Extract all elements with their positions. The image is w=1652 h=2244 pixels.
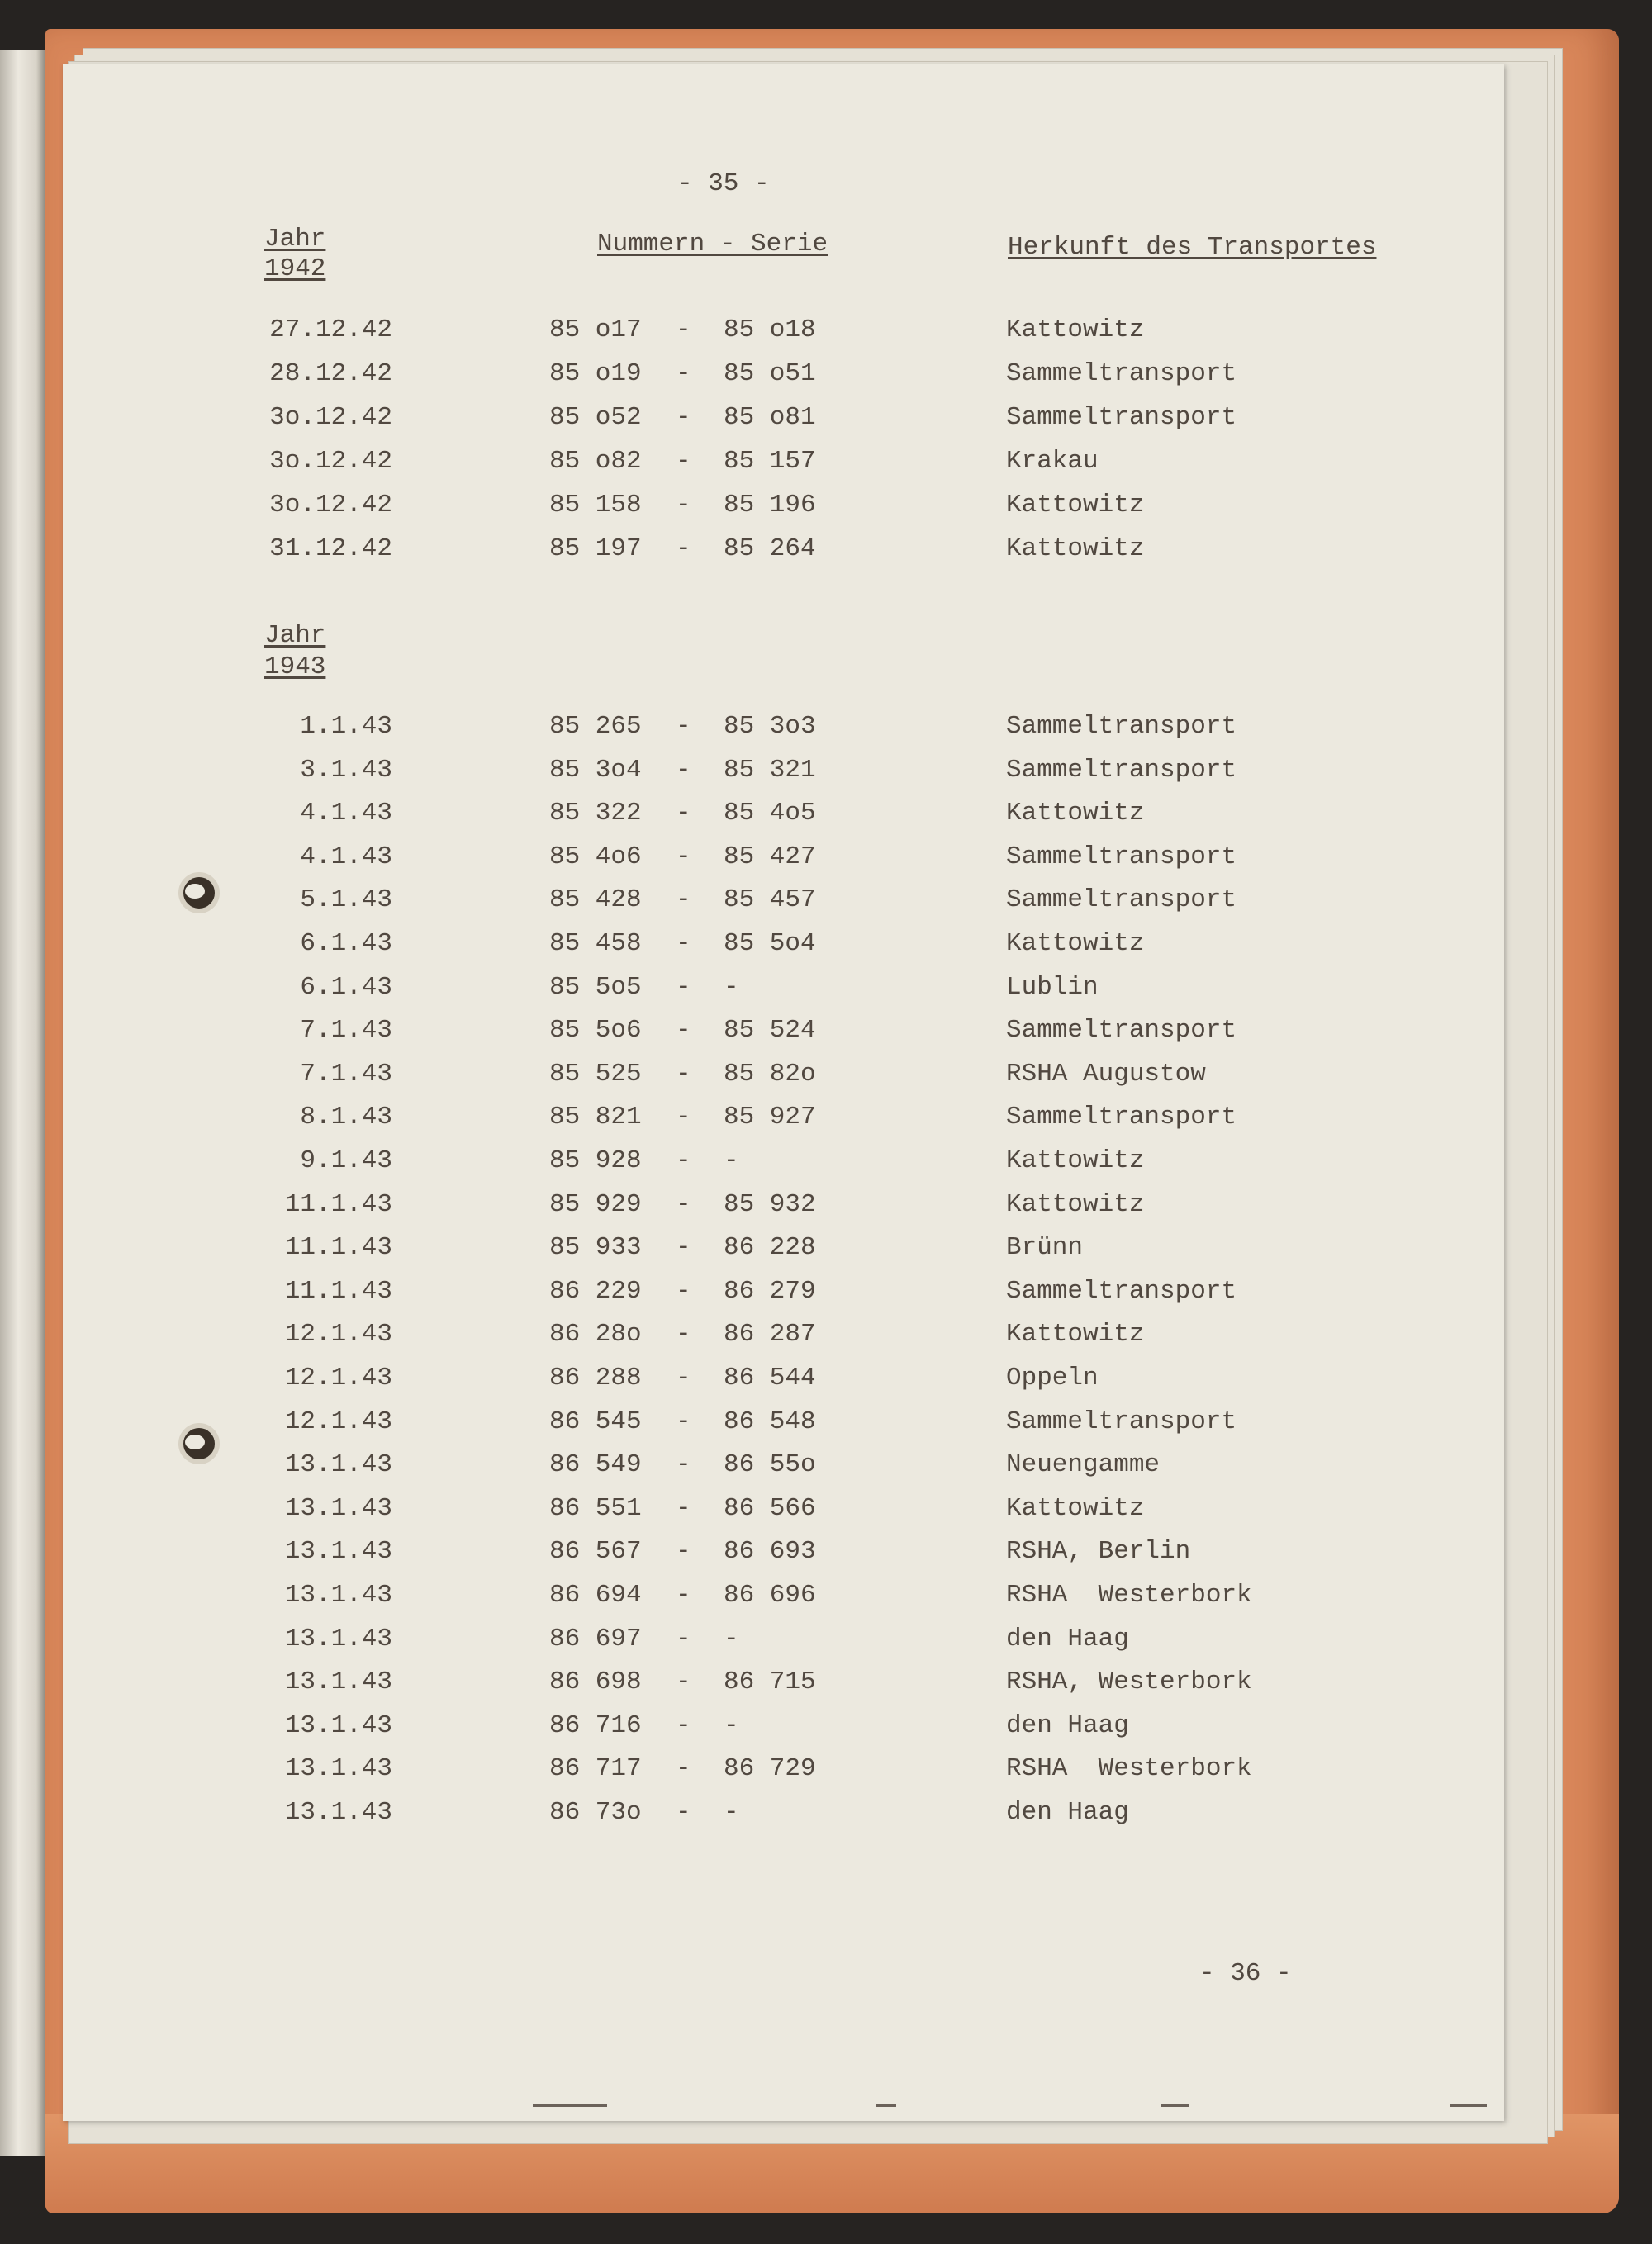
date-cell: 13.1.43 <box>284 1798 392 1827</box>
range-dash: - <box>676 1233 691 1263</box>
number-from-cell: 86 229 <box>549 1276 642 1306</box>
number-from-cell: 85 928 <box>549 1146 642 1175</box>
number-to-cell: 86 566 <box>724 1493 816 1523</box>
number-to-cell: 86 279 <box>724 1276 816 1306</box>
origin-cell: Kattowitz <box>1006 929 1145 958</box>
table-row <box>0 712 1652 745</box>
number-to-cell: 86 715 <box>724 1668 816 1697</box>
origin-cell: RSHA, Berlin <box>1006 1537 1191 1567</box>
range-dash: - <box>676 972 691 1002</box>
number-to-cell: - <box>724 1624 739 1653</box>
origin-cell: Sammeltransport <box>1006 842 1237 871</box>
date-cell: 6.1.43 <box>300 972 392 1002</box>
origin-cell: RSHA, Westerbork <box>1006 1668 1252 1697</box>
date-cell: 27.12.42 <box>269 315 392 344</box>
table-row <box>0 403 1652 436</box>
number-from-cell: 85 525 <box>549 1059 642 1089</box>
number-to-cell: 85 o81 <box>724 403 816 432</box>
range-dash: - <box>676 1320 691 1350</box>
number-to-cell: 85 927 <box>724 1103 816 1132</box>
date-cell: 9.1.43 <box>300 1146 392 1175</box>
date-cell: 13.1.43 <box>284 1754 392 1784</box>
range-dash: - <box>676 1710 691 1740</box>
number-to-cell: 85 82o <box>724 1059 816 1089</box>
number-to-cell: - <box>724 1710 739 1740</box>
number-to-cell: 85 264 <box>724 534 816 563</box>
date-cell: 12.1.43 <box>284 1407 392 1436</box>
origin-cell: Sammeltransport <box>1006 755 1237 785</box>
number-to-cell: 86 693 <box>724 1537 816 1567</box>
header-nummern-serie: Nummern - Serie <box>597 230 828 259</box>
date-cell: 3o.12.42 <box>269 403 392 432</box>
range-dash: - <box>676 1668 691 1697</box>
table-row <box>0 756 1652 789</box>
header-jahr-1943: Jahr <box>264 621 326 650</box>
number-to-cell: 85 457 <box>724 885 816 915</box>
origin-cell: Sammeltransport <box>1006 712 1237 741</box>
number-to-cell: - <box>724 972 739 1002</box>
table-row <box>0 447 1652 480</box>
number-from-cell: 85 458 <box>549 929 642 958</box>
range-dash: - <box>676 1103 691 1132</box>
number-from-cell: 86 551 <box>549 1493 642 1523</box>
number-from-cell: 85 821 <box>549 1103 642 1132</box>
date-cell: 13.1.43 <box>284 1624 392 1653</box>
page-edge-mark <box>533 2104 607 2107</box>
header-year-1942: 1942 <box>264 254 326 283</box>
number-from-cell: 85 4o6 <box>549 842 642 871</box>
date-cell: 6.1.43 <box>300 929 392 958</box>
table-row <box>0 1581 1652 1614</box>
date-cell: 13.1.43 <box>284 1710 392 1740</box>
number-from-cell: 85 933 <box>549 1233 642 1263</box>
number-from-cell: 86 717 <box>549 1754 642 1784</box>
date-cell: 5.1.43 <box>300 885 392 915</box>
number-from-cell: 86 716 <box>549 1710 642 1740</box>
date-cell: 7.1.43 <box>300 1016 392 1046</box>
number-from-cell: 85 929 <box>549 1189 642 1219</box>
range-dash: - <box>676 315 691 344</box>
date-cell: 3o.12.42 <box>269 491 392 519</box>
number-to-cell: 86 544 <box>724 1364 816 1392</box>
table-row <box>0 842 1652 875</box>
number-to-cell: 85 524 <box>724 1016 816 1046</box>
number-from-cell: 85 o52 <box>549 403 642 432</box>
number-from-cell: 86 73o <box>549 1798 642 1827</box>
origin-cell: Sammeltransport <box>1006 1016 1237 1046</box>
number-to-cell: 86 228 <box>724 1233 816 1263</box>
number-from-cell: 85 197 <box>549 534 642 563</box>
date-cell: 12.1.43 <box>284 1364 392 1392</box>
origin-cell: Sammeltransport <box>1006 359 1237 388</box>
number-from-cell: 86 549 <box>549 1450 642 1480</box>
date-cell: 4.1.43 <box>300 799 392 828</box>
table-row <box>0 1407 1652 1440</box>
range-dash: - <box>676 1059 691 1089</box>
date-cell: 8.1.43 <box>300 1103 392 1132</box>
number-to-cell: 85 o51 <box>724 359 816 388</box>
number-from-cell: 86 694 <box>549 1581 642 1610</box>
number-from-cell: 85 428 <box>549 885 642 915</box>
origin-cell: RSHA Westerbork <box>1006 1754 1252 1784</box>
date-cell: 12.1.43 <box>284 1320 392 1350</box>
page-edge-mark <box>1161 2104 1189 2107</box>
range-dash: - <box>676 491 691 519</box>
origin-cell: RSHA Westerbork <box>1006 1581 1252 1610</box>
origin-cell: Sammeltransport <box>1006 1276 1237 1306</box>
page-edge-mark <box>1450 2104 1487 2107</box>
range-dash: - <box>676 1493 691 1523</box>
range-dash: - <box>676 1624 691 1653</box>
date-cell: 13.1.43 <box>284 1581 392 1610</box>
number-from-cell: 85 265 <box>549 712 642 741</box>
table-row <box>0 1060 1652 1093</box>
range-dash: - <box>676 1016 691 1046</box>
number-to-cell: 85 321 <box>724 755 816 785</box>
date-cell: 11.1.43 <box>284 1276 392 1306</box>
number-to-cell: 86 55o <box>724 1450 816 1480</box>
origin-cell: RSHA Augustow <box>1006 1059 1206 1089</box>
number-from-cell: 86 697 <box>549 1624 642 1653</box>
origin-cell: Kattowitz <box>1006 315 1145 344</box>
table-row <box>0 1190 1652 1223</box>
range-dash: - <box>676 1146 691 1175</box>
number-to-cell: 85 427 <box>724 842 816 871</box>
date-cell: 13.1.43 <box>284 1450 392 1480</box>
number-from-cell: 86 698 <box>549 1668 642 1697</box>
range-dash: - <box>676 1537 691 1567</box>
date-cell: 7.1.43 <box>300 1059 392 1089</box>
table-row <box>0 1798 1652 1831</box>
number-from-cell: 86 567 <box>549 1537 642 1567</box>
range-dash: - <box>676 1407 691 1436</box>
table-row <box>0 1277 1652 1310</box>
number-from-cell: 86 288 <box>549 1364 642 1392</box>
table-row <box>0 1668 1652 1701</box>
table-row <box>0 1364 1652 1397</box>
origin-cell: Kattowitz <box>1006 799 1145 828</box>
number-to-cell: - <box>724 1798 739 1827</box>
table-row <box>0 1625 1652 1658</box>
origin-cell: den Haag <box>1006 1624 1129 1653</box>
table-row <box>0 1537 1652 1570</box>
number-from-cell: 86 28o <box>549 1320 642 1350</box>
range-dash: - <box>676 799 691 828</box>
range-dash: - <box>676 1581 691 1610</box>
date-cell: 13.1.43 <box>284 1668 392 1697</box>
origin-cell: Sammeltransport <box>1006 403 1237 432</box>
date-cell: 31.12.42 <box>269 534 392 563</box>
table-row <box>0 1233 1652 1266</box>
range-dash: - <box>676 1450 691 1480</box>
table-row <box>0 1146 1652 1179</box>
table-row <box>0 929 1652 962</box>
range-dash: - <box>676 885 691 915</box>
range-dash: - <box>676 1754 691 1784</box>
origin-cell: den Haag <box>1006 1710 1129 1740</box>
number-to-cell: 85 157 <box>724 447 816 476</box>
date-cell: 3o.12.42 <box>269 447 392 476</box>
origin-cell: Kattowitz <box>1006 1320 1145 1350</box>
range-dash: - <box>676 447 691 476</box>
table-row <box>0 1711 1652 1744</box>
table-row <box>0 359 1652 392</box>
table-row <box>0 1016 1652 1049</box>
date-cell: 4.1.43 <box>300 842 392 871</box>
header-herkunft: Herkunft des Transportes <box>1008 233 1377 262</box>
range-dash: - <box>676 359 691 388</box>
number-from-cell: 85 o82 <box>549 447 642 476</box>
date-cell: 13.1.43 <box>284 1537 392 1567</box>
header-jahr-1942: Jahr <box>264 225 326 254</box>
range-dash: - <box>676 755 691 785</box>
date-cell: 28.12.42 <box>269 359 392 388</box>
range-dash: - <box>676 842 691 871</box>
origin-cell: Neuengamme <box>1006 1450 1161 1480</box>
date-cell: 11.1.43 <box>284 1233 392 1263</box>
number-from-cell: 85 158 <box>549 491 642 519</box>
table-row <box>0 315 1652 349</box>
table-row <box>0 1320 1652 1353</box>
number-to-cell: 86 548 <box>724 1407 816 1436</box>
table-row <box>0 534 1652 567</box>
table-row <box>0 1103 1652 1136</box>
number-from-cell: 85 o17 <box>549 315 642 344</box>
number-from-cell: 85 o19 <box>549 359 642 388</box>
date-cell: 13.1.43 <box>284 1493 392 1523</box>
number-to-cell: 86 729 <box>724 1754 816 1784</box>
date-cell: 3.1.43 <box>300 755 392 785</box>
origin-cell: den Haag <box>1006 1798 1129 1827</box>
number-from-cell: 85 5o5 <box>549 972 642 1002</box>
origin-cell: Sammeltransport <box>1006 885 1237 915</box>
number-to-cell: 85 5o4 <box>724 929 816 958</box>
origin-cell: Kattowitz <box>1006 491 1145 519</box>
table-row <box>0 885 1652 918</box>
range-dash: - <box>676 1364 691 1392</box>
origin-cell: Kattowitz <box>1006 1493 1145 1523</box>
table-row <box>0 973 1652 1006</box>
origin-cell: Krakau <box>1006 447 1099 476</box>
origin-cell: Kattowitz <box>1006 534 1145 563</box>
origin-cell: Kattowitz <box>1006 1146 1145 1175</box>
table-row <box>0 1754 1652 1787</box>
number-from-cell: 86 545 <box>549 1407 642 1436</box>
page-number-top: - 35 - <box>677 169 770 198</box>
origin-cell: Oppeln <box>1006 1364 1099 1392</box>
origin-cell: Brünn <box>1006 1233 1084 1263</box>
number-from-cell: 85 3o4 <box>549 755 642 785</box>
date-cell: 1.1.43 <box>300 712 392 741</box>
range-dash: - <box>676 712 691 741</box>
page-number-bottom: - 36 - <box>1199 1959 1292 1988</box>
table-row <box>0 491 1652 524</box>
number-to-cell: 86 696 <box>724 1581 816 1610</box>
range-dash: - <box>676 1798 691 1827</box>
page-edge-mark <box>876 2104 896 2107</box>
range-dash: - <box>676 1189 691 1219</box>
number-to-cell: 85 o18 <box>724 315 816 344</box>
origin-cell: Sammeltransport <box>1006 1103 1237 1132</box>
origin-cell: Sammeltransport <box>1006 1407 1237 1436</box>
header-year-1943: 1943 <box>264 652 326 681</box>
number-to-cell: 85 3o3 <box>724 712 816 741</box>
table-row <box>0 1450 1652 1483</box>
number-to-cell: 85 932 <box>724 1189 816 1219</box>
number-from-cell: 85 5o6 <box>549 1016 642 1046</box>
number-to-cell: - <box>724 1146 739 1175</box>
date-cell: 11.1.43 <box>284 1189 392 1219</box>
number-from-cell: 85 322 <box>549 799 642 828</box>
number-to-cell: 85 4o5 <box>724 799 816 828</box>
range-dash: - <box>676 534 691 563</box>
table-row <box>0 1494 1652 1527</box>
range-dash: - <box>676 1276 691 1306</box>
number-to-cell: 86 287 <box>724 1320 816 1350</box>
origin-cell: Kattowitz <box>1006 1189 1145 1219</box>
range-dash: - <box>676 403 691 432</box>
table-row <box>0 799 1652 832</box>
range-dash: - <box>676 929 691 958</box>
origin-cell: Lublin <box>1006 972 1099 1002</box>
number-to-cell: 85 196 <box>724 491 816 519</box>
